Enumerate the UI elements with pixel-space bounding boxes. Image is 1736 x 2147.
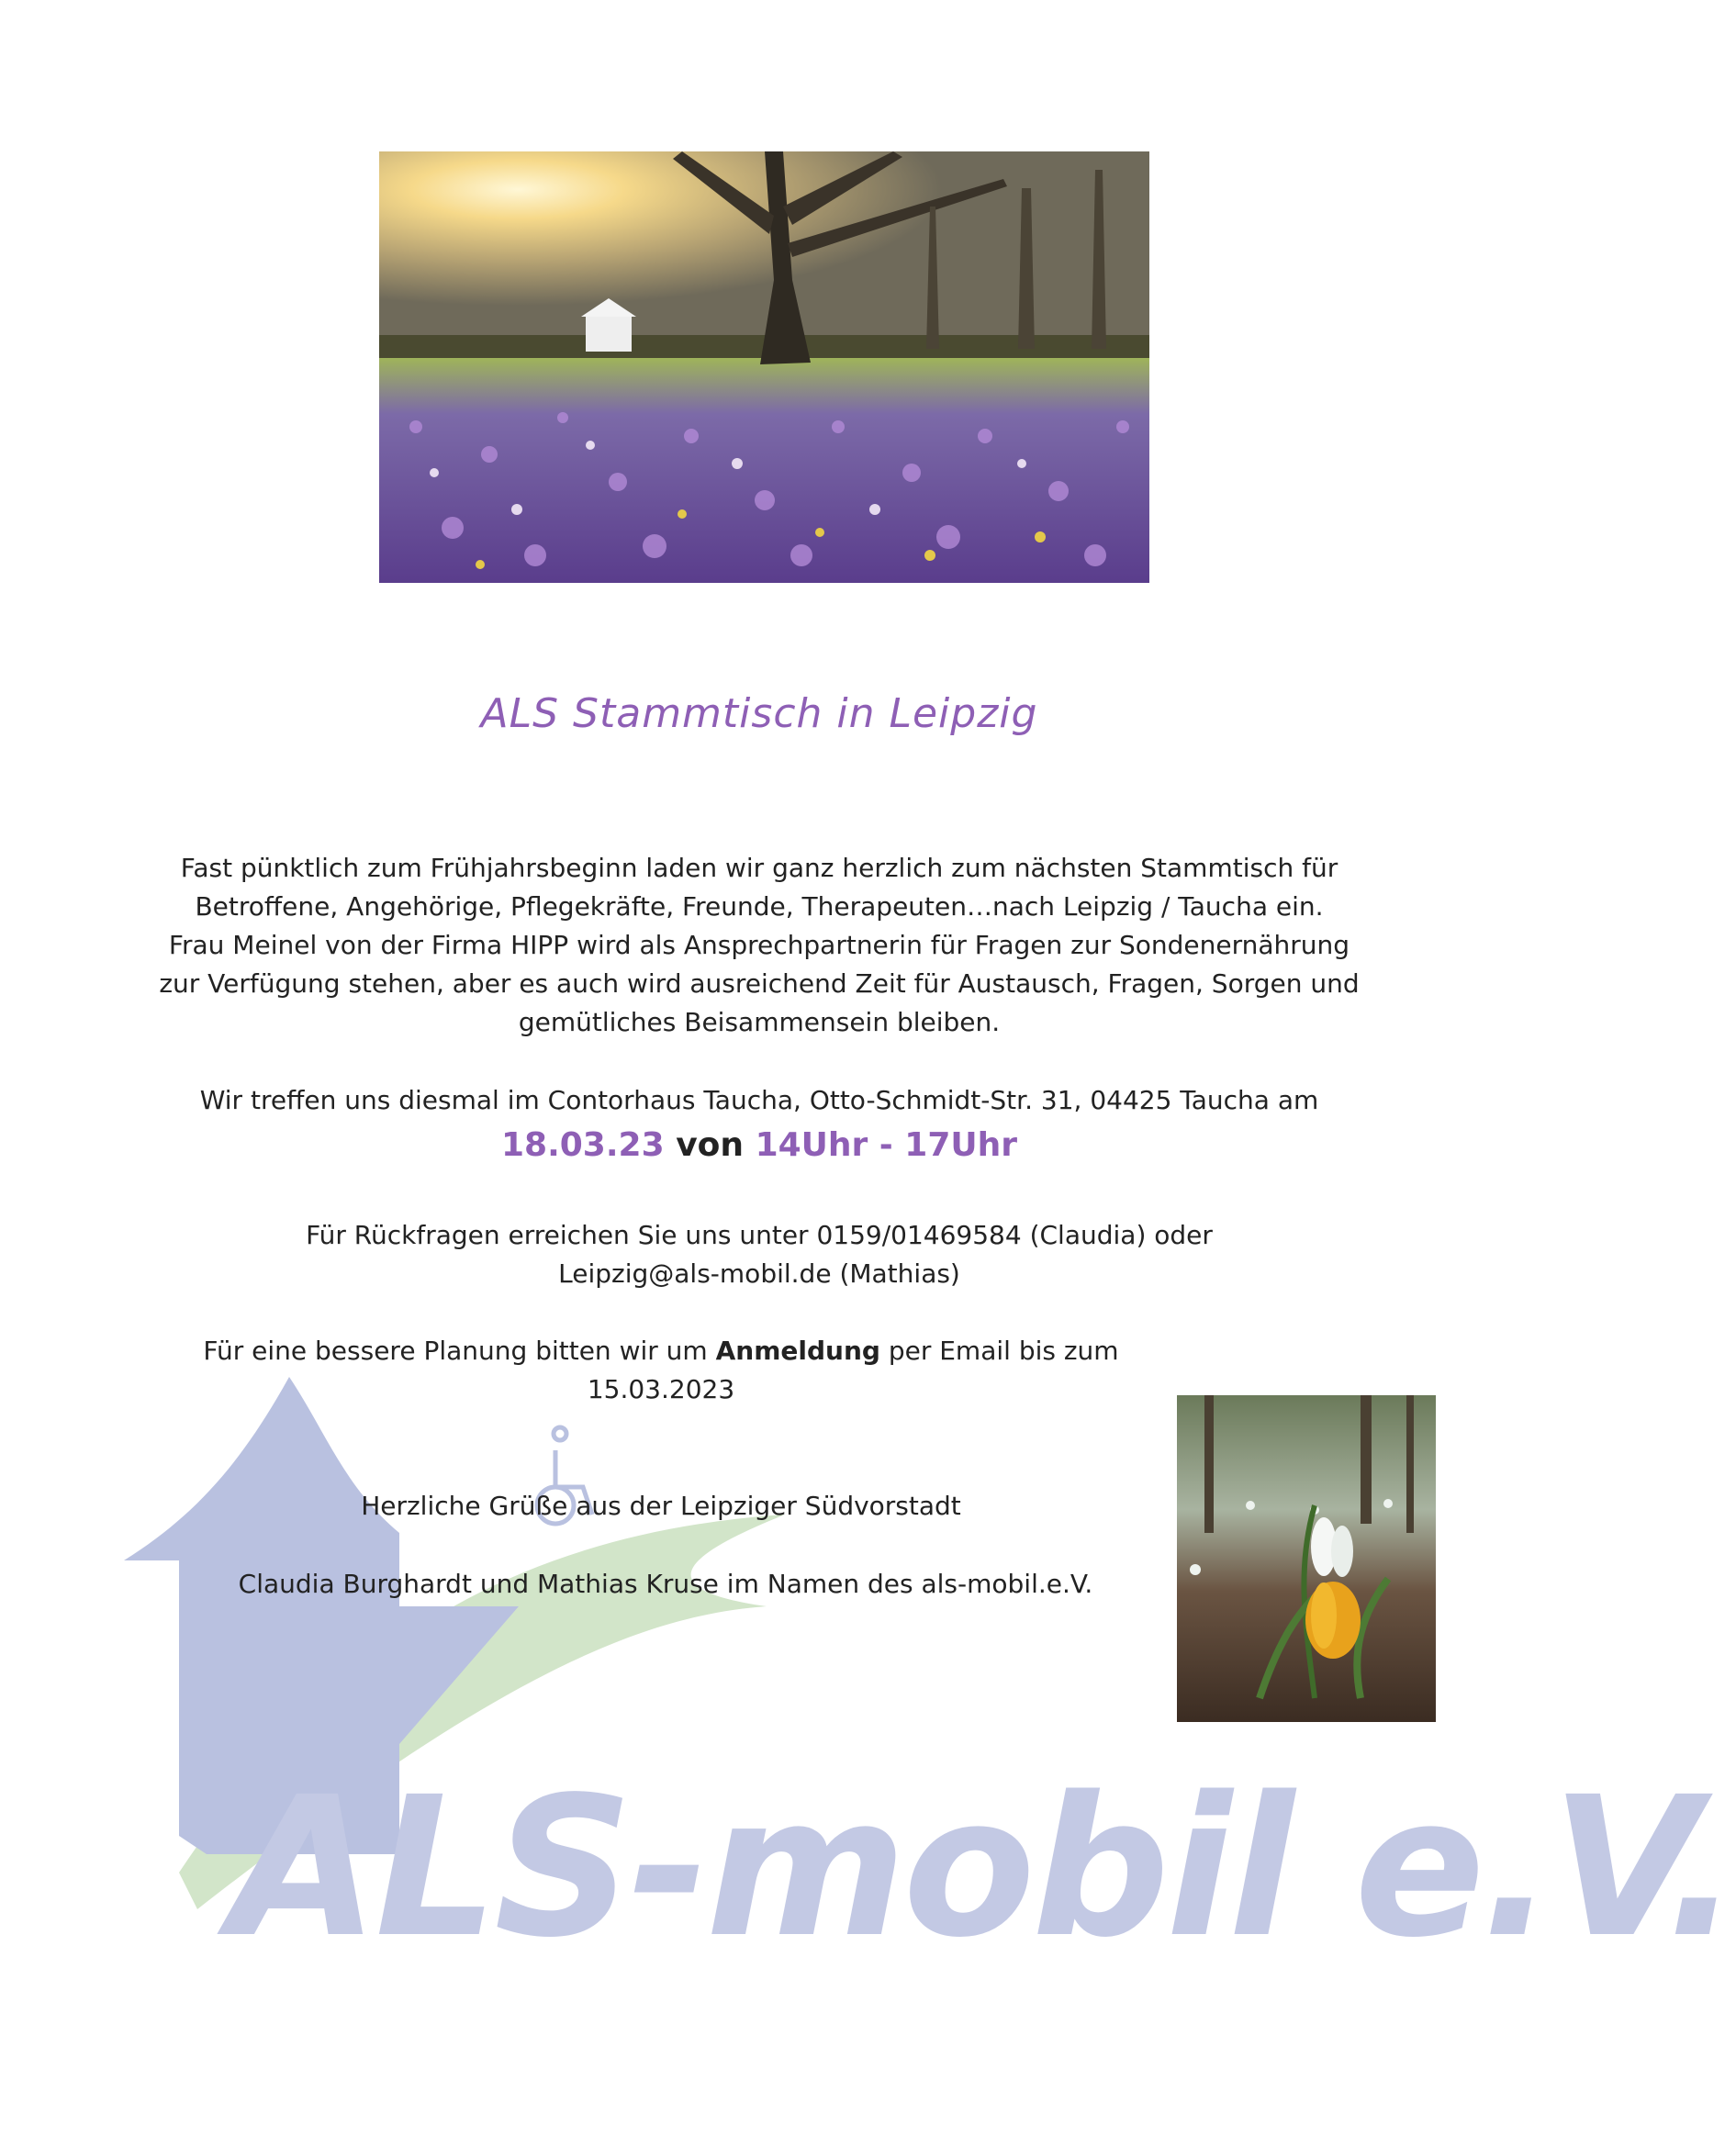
venue-text <box>110 1081 1408 1120</box>
crocus-meadow-photo <box>379 151 1149 583</box>
intro-line: zur Verfügung stehen, aber es auch wird ausreichend Zeit für Austausch, Fragen, Sorgen und <box>159 968 1360 999</box>
event-date: 18.03.23 <box>500 1126 665 1164</box>
intro-paragraph <box>110 849 1408 1042</box>
registration-after: per Email bis zum <box>879 1336 1119 1366</box>
registration-before: Für eine bessere Planung bitten wir um <box>203 1336 716 1366</box>
event-datetime <box>0 1122 1518 1169</box>
greeting-line: Herzliche Grüße aus der Leipziger Südvorstadt <box>361 1491 961 1521</box>
contact-email-line: Leipzig@als-mobil.de (Mathias) <box>558 1258 960 1289</box>
venue-line: Wir treffen uns diesmal im Contorhaus Taucha, Otto-Schmidt-Str. 31, 04425 Taucha am <box>199 1085 1319 1115</box>
event-connector: von <box>676 1126 745 1164</box>
registration-line <box>174 1332 1148 1370</box>
snowdrop-photo <box>1177 1395 1436 1722</box>
greeting-text <box>303 1487 1019 1526</box>
registration-text <box>174 1332 1148 1409</box>
intro-line: Fast pünktlich zum Frühjahrsbeginn laden wir ganz herzlich zum nächsten Stammtisch für <box>180 853 1338 883</box>
contact-text <box>110 1216 1408 1293</box>
intro-line: Frau Meinel von der Firma HIPP wird als Ansprechpartnerin für Fragen zur Sondenernährung <box>168 930 1350 960</box>
event-time: 14Uhr - 17Uhr <box>755 1126 1017 1164</box>
signature-text <box>184 1565 1148 1604</box>
registration-keyword: Anmeldung <box>715 1336 880 1366</box>
page-title: ALS Stammtisch in Leipzig <box>480 690 1038 737</box>
intro-line: Betroffene, Angehörige, Pflegekräfte, Freunde, Therapeuten…nach Leipzig / Taucha ein. <box>195 891 1324 922</box>
signature-line: Claudia Burghardt und Mathias Kruse im Namen des als-mobil.e.V. <box>238 1569 1093 1599</box>
intro-line: gemütliches Beisammensein bleiben. <box>518 1007 1001 1037</box>
logo-wordmark: ALS-mobil e.V. <box>230 1755 1736 1980</box>
contact-line: Für Rückfragen erreichen Sie uns unter 0159/01469584 (Claudia) oder <box>306 1220 1213 1250</box>
registration-deadline: 15.03.2023 <box>587 1374 735 1404</box>
